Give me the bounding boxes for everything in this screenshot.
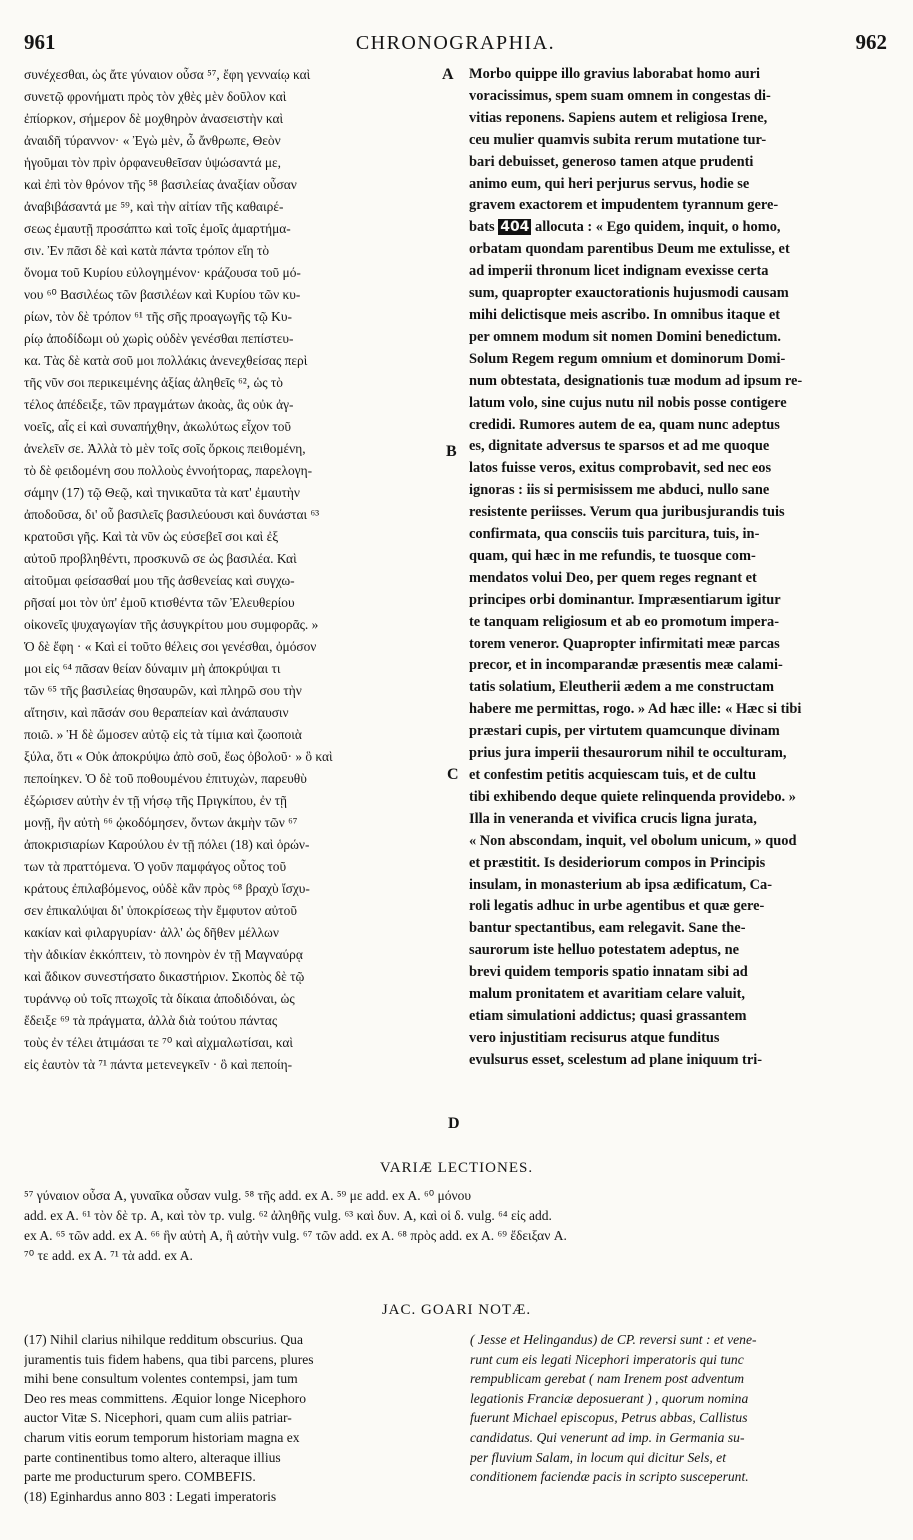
greek-text-line: τοὺς ἐν τέλει ἀτιμάσαι τε ⁷⁰ καὶ αἰχμαλωτίσαι, καὶ	[24, 1035, 293, 1050]
greek-text-line: τυράννῳ οὐ τοῖς πτωχοῖς τὰ δίκαια ἀποδιδόναι, ὡς	[24, 991, 295, 1006]
latin-text-line: precor, et in incomparandæ præsentis meæ calami-	[469, 657, 783, 674]
latin-text-line: es, dignitate adversus te sparsos et ad me quoque	[469, 438, 770, 455]
latin-text-line: latos fuisse veros, exitus comprobavit, sed nec eos	[469, 460, 772, 477]
latin-text-line: et confestim petitis acquiescam tuis, et de cultu	[469, 767, 756, 783]
greek-text-line: ἐξώρισεν αὐτὴν ἐν τῇ νήσῳ τῆς Πριγκίπου, ἐν τῇ	[24, 793, 288, 808]
latin-text-line: vero injustitiam recisurus atque funditus	[469, 1029, 720, 1046]
greek-text-line: ἀνελεῖν σε. Ἀλλὰ τὸ μὲν τοῖς σοῖς ὅρκοις πειθομένη,	[24, 441, 306, 456]
latin-text-line: animo eum, qui heri perjurus servus, hodie se	[469, 175, 750, 192]
latin-text-line: habere me permittas, rogo. » Ad hæc ille: « Hæc si tibi	[469, 701, 802, 718]
latin-text-line: gravem exactorem et impudentem tyrannum gere-	[469, 197, 779, 214]
latin-line-fragment: bats	[469, 219, 495, 236]
note-line: mihi bene consultum volentes contempsi, jam tum	[24, 1371, 298, 1387]
note-line: candidatus. Qui venerunt ad imp. in Germania su-	[470, 1429, 745, 1445]
greek-text-line: ἐπίορκον, σήμερον δὲ μοχθηρὸν ἀνασειστὴν καὶ	[24, 111, 284, 126]
latin-text-line: ignoras : iis si permisissem me abduci, nullo sane	[469, 482, 770, 499]
latin-text-line: saurorum iste helluo potestatem adeptus, ne	[469, 942, 739, 959]
note-line: legationis Franciæ deposuerant ) , quorum nomina	[470, 1390, 749, 1406]
latin-text-column	[469, 64, 889, 1072]
variant-reading-line: ⁵⁷ γύναιον οὖσα A, γυναῖκα οὖσαν vulg. ⁵⁸ τῆς add. ex A. ⁵⁹ με add. ex A. ⁶⁰ μόνου	[24, 1188, 472, 1203]
note-line: juramentis tuis fidem habens, qua tibi parcens, plures	[24, 1351, 314, 1367]
note-line: Deo res meas committens. Æquior longe Nicephoro	[24, 1390, 307, 1406]
greek-text-line: κρατοῦσι γῆς. Καὶ τὰ νῦν ὡς εὐσεβεῖ σοι καὶ ἐξ	[24, 529, 279, 544]
latin-text-line: vitias reponens. Sapiens autem et religiosa Irene,	[469, 109, 768, 126]
note-line: runt cum eis legati Nicephori imperatoris qui tunc	[470, 1351, 744, 1367]
note-line: parte me producturum spero. COMBEFIS.	[24, 1469, 256, 1485]
latin-text-line: insulam, in monasterium ab ipsa ædificatum, Ca-	[469, 876, 773, 893]
greek-text-line: εἰς ἑαυτὸν τὰ ⁷¹ πάντα μετενεγκεῖν · ὃ καὶ πεποίη-	[24, 1057, 293, 1072]
latin-text-line: prius jura imperii thesaurorum nihil te occulturam,	[469, 745, 787, 762]
section-marker-a: A	[442, 66, 454, 83]
greek-text-line: ἡγοῦμαι τὸν πρὶν ὀρφανευθεῖσαν ὑψώσαντά με,	[24, 155, 282, 170]
greek-text-line: ἔδειξε ⁶⁹ τὰ πράγματα, ἀλλὰ διὰ τούτου πάντας	[24, 1013, 278, 1028]
latin-text-line: torem veneror. Quapropter infirmitati meæ parcas	[469, 635, 780, 652]
variae-lectiones	[24, 1186, 889, 1266]
note-line: rempublicam gerebat ( nam Irenem post adventum	[470, 1371, 745, 1387]
greek-text-line: μοι εἰς ⁶⁴ πᾶσαν θείαν δύναμιν μὴ ἀποκρύψαι τι	[24, 661, 281, 676]
latin-text-line: bantur spectantibus, eam relegavit. Sane the-	[469, 920, 746, 937]
greek-text-line: κα. Τὰς δὲ κατὰ σοῦ μοι πολλάκις ἀνενεχθείσας περὶ	[24, 353, 308, 368]
latin-text-line: confirmata, qua consciis tuis parcitura, tuis, in-	[469, 526, 760, 543]
greek-text-line: νοεῖς, αἷς εἰ καὶ συναπήχθην, ἀκωλύτως εἶχον τοῦ	[24, 419, 292, 434]
greek-text-column	[24, 64, 442, 1076]
greek-text-line: ποιῶ. » Ἡ δὲ ὤμοσεν αὐτῷ εἰς τὰ τίμια καὶ ζωοποιὰ	[24, 727, 302, 742]
note-line: per fluvium Salam, in locum qui dicitur Sels, et	[470, 1449, 726, 1465]
greek-text-line: οἰκονεῖς ψυχαγωγίαν τῆς ἀσυγκρίτου μου συμφορᾶς. »	[24, 617, 319, 632]
latin-text-line: tatis solatium, Eleutherii ædem a me constructam	[469, 679, 774, 696]
latin-text-line: roli legatis adhuc in urbe agentibus et quæ gere-	[469, 898, 765, 915]
section-marker-d: D	[448, 1115, 460, 1132]
latin-text-line: te tanquam religiosum et ab eo promotum impera-	[469, 613, 780, 630]
greek-text-line: νου ⁶⁰ Βασιλέως τῶν βασιλέων καὶ Κυρίου τῶν κυ-	[24, 287, 301, 302]
latin-text-line: Solum Regem regum omnium et dominorum Domi-	[469, 350, 786, 367]
latin-text-line: brevi quidem temporis spatio innatam sibi ad	[469, 964, 748, 981]
variant-reading-line: ⁷⁰ τε add. ex A. ⁷¹ τὰ add. ex A.	[24, 1248, 193, 1263]
note-line: parte continentibus tomo altero, alteraque illius	[24, 1449, 281, 1465]
latin-text-line: evulsurus esset, scelestum ad plane iniquum tri-	[469, 1051, 763, 1068]
greek-text-line: ὄνομα τοῦ Κυρίου εὐλογημένον· κράζουσα τοῦ μό-	[24, 265, 301, 280]
latin-text-line: per omnem modum sit nomen Domini benedictum.	[469, 328, 781, 345]
greek-text-line: ἀναβιβάσαντά με ⁵⁹, καὶ τὴν αἰτίαν τῆς καθαιρέ-	[24, 199, 284, 214]
note-line: (18) Eginhardus anno 803 : Legati imperatoris	[24, 1488, 277, 1504]
latin-text-line: credidi. Rumores autem de ea, quam nunc adeptus	[469, 416, 780, 433]
latin-text-line: Morbo quippe illo gravius laborabat homo auri	[469, 66, 761, 82]
latin-text-line	[469, 217, 889, 239]
latin-text-line: voracissimus, spem suam omnem in congestas di-	[469, 87, 771, 104]
notes-left-column	[24, 1330, 454, 1506]
column-number-badge: 404	[500, 219, 530, 236]
latin-text-line: Illa in veneranda et vivifica crucis ligna jurata,	[469, 810, 757, 827]
latin-line-fragment: allocuta : « Ego quidem, inquit, o homo,	[531, 219, 781, 236]
greek-text-line: αἴτησιν, καὶ πᾶσάν σου θεραπείαν καὶ ἀνάπαυσιν	[24, 705, 289, 720]
greek-text-line: τῶν ⁶⁵ τῆς βασιλείας θησαυρῶν, καὶ πληρῶ σου τὴν	[24, 683, 302, 698]
greek-text-line: σιν. Ἐν πᾶσι δὲ καὶ κατὰ πάντα τρόπον εἴη τὸ	[24, 243, 270, 258]
greek-text-line: Ὁ δὲ ἔφη · « Καὶ εἰ τοῦτο θέλεις σοι γενέσθαι, ὀμόσον	[24, 639, 317, 654]
latin-text-line: et præstitit. Is desideriorum compos in Principis	[469, 854, 766, 871]
greek-text-line: τὸ δὲ φειδομένη σου πολλοὺς ἐννοήτορας, παρελογη-	[24, 463, 313, 478]
latin-text-line: mihi delictisque meis ascribo. In omnibus itaque et	[469, 306, 781, 323]
greek-text-line: σεως ἐμαυτῇ προσάπτω καὶ τοῖς ἐμοῖς ἁμαρτήμα-	[24, 221, 291, 236]
note-line: fuerunt Michael episcopus, Petrus abbas, Callistus	[470, 1410, 748, 1426]
note-line: (17) Nihil clarius nihilque redditum obscurius. Qua	[24, 1332, 303, 1347]
latin-text-line: principes orbi dominantur. Impræsentiarum igitur	[469, 591, 781, 608]
greek-text-line: καὶ ἄδικον συνεστήσατο δικαστήριον. Σκοπὸς δὲ τῷ	[24, 969, 305, 984]
greek-text-line: αὐτοῦ προβληθέντι, προσκυνῶ σε ὡς βασιλέα. Καὶ	[24, 551, 297, 566]
greek-text-line: συνέχεσθαι, ὡς ἄτε γύναιον οὖσα ⁵⁷, ἔφη γενναίῳ καὶ	[24, 67, 311, 82]
greek-text-line: τέλος ἀπέδειξε, τῶν πραγμάτων ἀκοὰς, ἃς οὐκ ἀγ-	[24, 397, 294, 412]
greek-text-line: ξύλα, ὅτι « Οὐκ ἀποκρύψω ἀπὸ σοῦ, ἕως ὀβολοῦ· » ὃ καὶ	[24, 749, 333, 764]
latin-text-line: bari debuisset, generoso tamen atque prudenti	[469, 153, 754, 170]
note-line: charum vitis eorum temporum historiam magna ex	[24, 1429, 300, 1445]
greek-text-line: σεν ἐπικαλύψαι δι' ὑποκρίσεως τὴν ἔμφυτον αὐτοῦ	[24, 903, 297, 918]
running-header	[24, 30, 887, 60]
greek-text-line: κράτους ἐπιλαβόμενος, οὐδὲ κἂν πρὸς ⁶⁸ βραχὺ ἴσχυ-	[24, 881, 310, 896]
latin-text-line: sum, quapropter exauctorationis hujusmodi causam	[469, 285, 789, 302]
latin-text-line: resistente periisses. Verum qua juribusjurandis tuis	[469, 504, 785, 521]
variant-reading-line: ex A. ⁶⁵ τῶν add. ex A. ⁶⁶ ἣν αὐτὴ A, ἣ αὐτὴν vulg. ⁶⁷ τῶν add. ex A. ⁶⁸ πρὸς add. ex A. ⁶⁹ ἔδειξαν A.	[24, 1228, 567, 1243]
latin-text-line: ad imperii thronum licet indignam evexisse certa	[469, 263, 769, 280]
greek-text-line: των τὰ πραττόμενα. Ὁ γοῦν παμφάγος οὗτος τοῦ	[24, 859, 287, 874]
notes-right-column	[470, 1330, 890, 1487]
running-title: CHRONOGRAPHIA.	[355, 32, 556, 54]
greek-text-line: τὴν ἀδικίαν ἐκκόπτειν, τὸ πονηρὸν ἐν τῇ Μαγναύρᾳ	[24, 947, 303, 962]
latin-text-line: mendatos volui Deo, per quem reges regnant et	[469, 569, 757, 586]
greek-text-line: ρίῳ ἀποδίδωμι οὐ χωρὶς οὐδὲν γενέσθαι πεπίστευ-	[24, 331, 294, 346]
greek-text-line: συνετῷ φρονήματι πρὸς τὸν χθὲς μὲν δοῦλον καὶ	[24, 89, 287, 104]
greek-text-line: πεποίηκεν. Ὁ δὲ τοῦ ποθουμένου ἐπιτυχὼν, παρευθὺ	[24, 771, 307, 786]
section-marker-c: C	[447, 766, 459, 783]
greek-text-line: σάμην (17) τῷ Θεῷ, καὶ τηνικαῦτα τὰ κατ' ἐμαυτὴν	[24, 485, 300, 500]
greek-text-line: τῆς νῦν σοι περικειμένης ἀξίας ἀληθεῖς ⁶², ὡς τὸ	[24, 375, 283, 390]
greek-text-line: αἰτοῦμαι φείσασθαί μου τῆς ἀσθενείας καὶ συγχω-	[24, 573, 295, 588]
greek-text-line: ἀναιδῆ τύραννον· « Ἐγὼ μὲν, ὦ ἄνθρωπε, Θεὸν	[24, 133, 281, 148]
note-line: auctor Vitæ S. Nicephori, quam cum aliis patriar-	[24, 1410, 292, 1426]
greek-text-line: ρῆσαί μοι τὸν ὑπ' ἐμοῦ κτισθέντα τῶν Ἐλευθερίου	[24, 595, 295, 610]
greek-text-line: μονῇ, ἣν αὐτὴ ⁶⁶ ᾠκοδόμησεν, ὄντων ἀκμὴν τῶν ⁶⁷	[24, 815, 298, 830]
greek-text-line: ἀποδοῦσα, δι' οὗ βασιλεῖς βασιλεύουσι καὶ δυνάσται ⁶³	[24, 507, 320, 522]
note-line: ( Jesse et Helingandus) de CP. reversi sunt : et vene-	[470, 1332, 757, 1347]
latin-text-line: « Non abscondam, inquit, vel obolum unicum, » quod	[469, 832, 797, 849]
latin-text-line: quam, qui hæc in me refundis, te tuosque com-	[469, 547, 756, 564]
latin-text-line: num obtestata, designationis tuæ modum ad ipsum re-	[469, 372, 803, 389]
section-marker-b: B	[446, 443, 457, 460]
latin-text-line: etiam simulationi addictus; quasi grassantem	[469, 1007, 747, 1024]
note-line: conditionem faciendæ pacis in scripto susceperunt.	[470, 1469, 749, 1485]
greek-text-line: ρίων, τὸν δὲ τρόπον ⁶¹ τῆς σῆς προαγωγῆς τῷ Κυ-	[24, 309, 292, 324]
latin-text-line: latum volo, sine cujus nutu nil nobis posse contigere	[469, 394, 787, 411]
page-number-left: 961	[24, 30, 56, 54]
greek-text-line: κακίαν καὶ φιλαργυρίαν· ἀλλ' ὡς δῆθεν μέλλων	[24, 925, 279, 940]
variae-lectiones-heading: VARIÆ LECTIONES.	[379, 1160, 534, 1176]
latin-text-line: tibi exhibendo deque quiete relinquenda providebo. »	[469, 788, 796, 805]
notae-heading: JAC. GOARI NOTÆ.	[381, 1302, 532, 1318]
greek-text-line: ἀποκρισιαρίων Καρούλου ἐν τῇ πόλει (18) καὶ ὁρών-	[24, 837, 310, 852]
variant-reading-line: add. ex A. ⁶¹ τὸν δὲ τρ. A, καὶ τὸν τρ. vulg. ⁶² ἀληθῆς vulg. ⁶³ καὶ δυν. A, καὶ οἱ δ. vulg. ⁶⁴ εἰς add.	[24, 1208, 552, 1223]
page-number-right: 962	[855, 30, 887, 54]
latin-text-line: ceu mulier quamvis subita rerum mutatione tur-	[469, 131, 767, 148]
latin-text-line: orbatam quondam parentibus Deum me extulisse, et	[469, 241, 790, 258]
latin-text-line: malum pronitatem et avaritiam celare valuit,	[469, 986, 746, 1003]
greek-text-line: καὶ ἐπὶ τὸν θρόνον τῆς ⁵⁸ βασιλείας ἀναξίαν οὖσαν	[24, 177, 297, 192]
latin-text-line: præstari cupis, per virtutem quamcunque divinam	[469, 723, 780, 740]
